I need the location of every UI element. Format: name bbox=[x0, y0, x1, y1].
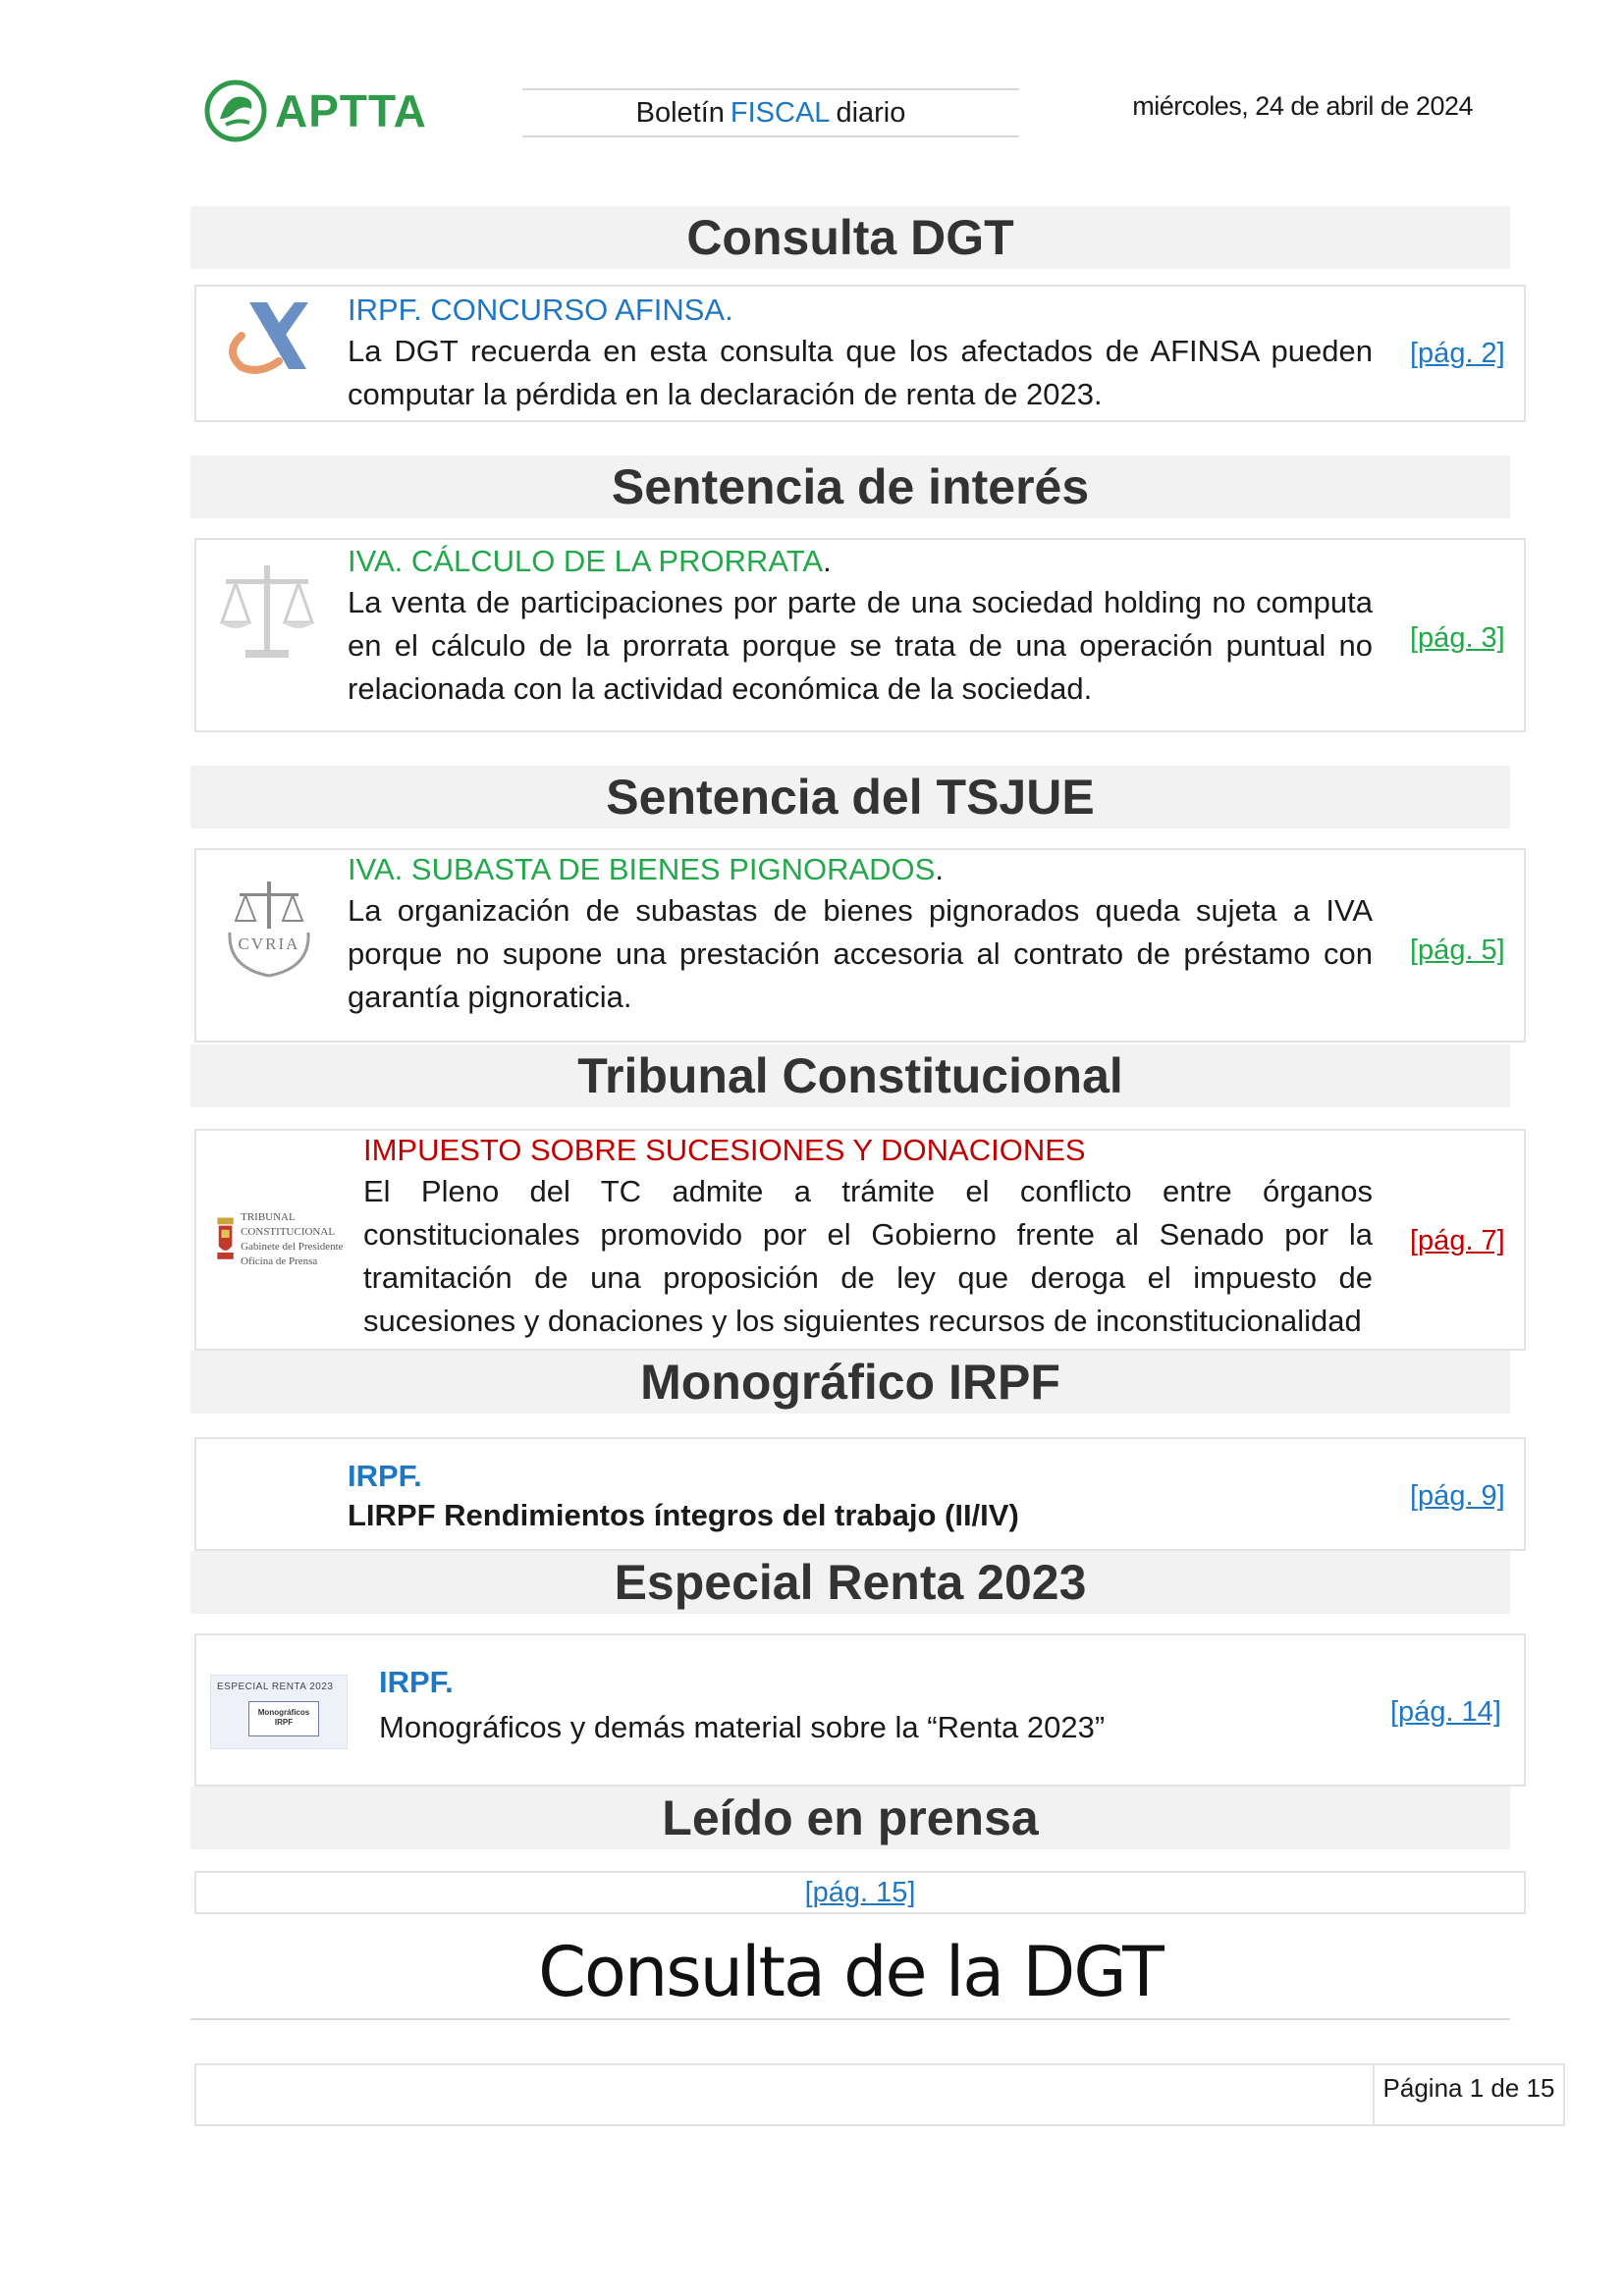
consulta-dgt-text: La DGT recuerda en esta consulta que los afectados de AFINSA pueden computar la pérdida en la declaración de renta de 2023. bbox=[348, 334, 1373, 411]
tsjue-text: La organización de subastas de bienes pignorados queda sujeta a IVA porque no supone una prestación accesoria al contrato de préstamo con garantía pignoraticia. bbox=[348, 893, 1373, 1014]
section-heading-consulta-dgt: Consulta DGT bbox=[190, 206, 1510, 269]
monografico-irpf-page-link[interactable]: [pág. 9] bbox=[1410, 1480, 1505, 1512]
footer-box bbox=[194, 2063, 1565, 2126]
bulletin-date: miércoles, 24 de abril de 2024 bbox=[1132, 91, 1473, 121]
tc-label-line-1: TRIBUNAL CONSTITUCIONAL bbox=[241, 1211, 336, 1238]
monografico-irpf-title: IRPF. bbox=[348, 1459, 422, 1493]
consulta-dgt-title: IRPF. CONCURSO AFINSA. bbox=[348, 293, 733, 327]
tc-label-line-2: Gabinete del Presidente bbox=[241, 1241, 344, 1253]
box-consulta-dgt bbox=[194, 285, 1526, 422]
tc-label-line-3: Oficina de Prensa bbox=[241, 1255, 318, 1267]
sentencia-interes-page-link[interactable]: [pág. 3] bbox=[1410, 622, 1505, 654]
bulletin-title bbox=[522, 88, 1019, 137]
especial-renta-thumbnail bbox=[210, 1675, 348, 1749]
tribunal-constitucional-text: El Pleno del TC admite a trámite el conflicto entre órganos constitucionales promovido por el Gobierno frente al Senado por la tramitación de una proposición de ley que deroga el impuesto de sucesiones y donaciones y los siguientes recursos de inconstitucionalidad bbox=[363, 1174, 1373, 1338]
aptta-emblem-icon bbox=[204, 80, 267, 142]
leido-prensa-page-link[interactable]: [pág. 15] bbox=[804, 1877, 916, 1908]
tsjue-title-suffix: . bbox=[935, 852, 944, 886]
tribunal-constitucional-page-link[interactable]: [pág. 7] bbox=[1410, 1225, 1505, 1256]
section-heading-tribunal-constitucional: Tribunal Constitucional bbox=[190, 1044, 1510, 1107]
tsjue-page-link[interactable]: [pág. 5] bbox=[1410, 934, 1505, 966]
especial-renta-title: IRPF. bbox=[379, 1665, 454, 1699]
tribunal-constitucional-title: IMPUESTO SOBRE SUCESIONES Y DONACIONES bbox=[363, 1133, 1086, 1167]
page-number: Página 1 de 15 bbox=[1382, 2073, 1555, 2103]
bottom-divider bbox=[190, 2018, 1510, 2020]
thumbnail-button: Monográficos IRPF bbox=[248, 1701, 319, 1736]
box-tribunal-constitucional bbox=[194, 1129, 1526, 1351]
especial-renta-text: Monográficos y demás material sobre la “Renta 2023” bbox=[379, 1710, 1106, 1744]
monografico-irpf-text: LIRPF Rendimientos íntegros del trabajo (II/IV) bbox=[348, 1498, 1019, 1532]
thumbnail-title: ESPECIAL RENTA 2023 bbox=[217, 1682, 334, 1692]
footer-separator bbox=[1373, 2063, 1375, 2126]
bulletin-suffix: diario bbox=[836, 96, 906, 129]
aptta-logo bbox=[204, 77, 460, 145]
curia-label: CVRIA bbox=[238, 934, 300, 953]
section-heading-leido-prensa: Leído en prensa bbox=[190, 1787, 1510, 1849]
bulletin-accent: FISCAL bbox=[730, 96, 831, 129]
box-leido-prensa bbox=[194, 1871, 1526, 1914]
sentencia-interes-text: La venta de participaciones por parte de una sociedad holding no computa en el cálculo de la prorrata porque se trata de una operación puntual no relacionada con la actividad económica de la sociedad. bbox=[348, 585, 1373, 706]
tsjue-title: IVA. SUBASTA DE BIENES PIGNORADOS bbox=[348, 852, 936, 886]
bulletin-prefix: Boletín bbox=[635, 96, 725, 129]
sentencia-interes-title: IVA. CÁLCULO DE LA PRORRATA bbox=[348, 544, 824, 578]
section-heading-especial-renta: Especial Renta 2023 bbox=[190, 1551, 1510, 1614]
especial-renta-page-link[interactable]: [pág. 14] bbox=[1390, 1696, 1501, 1728]
box-sentencia-interes bbox=[194, 538, 1526, 732]
section-heading-tsjue: Sentencia del TSJUE bbox=[190, 766, 1510, 828]
section-heading-monografico-irpf: Monográfico IRPF bbox=[190, 1351, 1510, 1414]
curia-emblem-icon bbox=[220, 874, 318, 982]
section-heading-sentencia-interes: Sentencia de interés bbox=[190, 455, 1510, 518]
box-especial-renta bbox=[194, 1633, 1526, 1787]
coat-of-arms-icon bbox=[216, 1203, 235, 1276]
scales-of-justice-icon bbox=[216, 560, 318, 667]
agencia-tributaria-icon bbox=[220, 293, 318, 381]
box-monografico-irpf bbox=[194, 1437, 1526, 1551]
consulta-dgt-page-link[interactable]: [pág. 2] bbox=[1410, 338, 1505, 369]
tc-emblem bbox=[216, 1196, 344, 1284]
logo-text: APTTA bbox=[275, 85, 427, 136]
box-tsjue bbox=[194, 848, 1526, 1042]
sentencia-interes-title-suffix: . bbox=[823, 544, 832, 578]
next-page-title: Consulta de la DGT bbox=[538, 1932, 1163, 2012]
